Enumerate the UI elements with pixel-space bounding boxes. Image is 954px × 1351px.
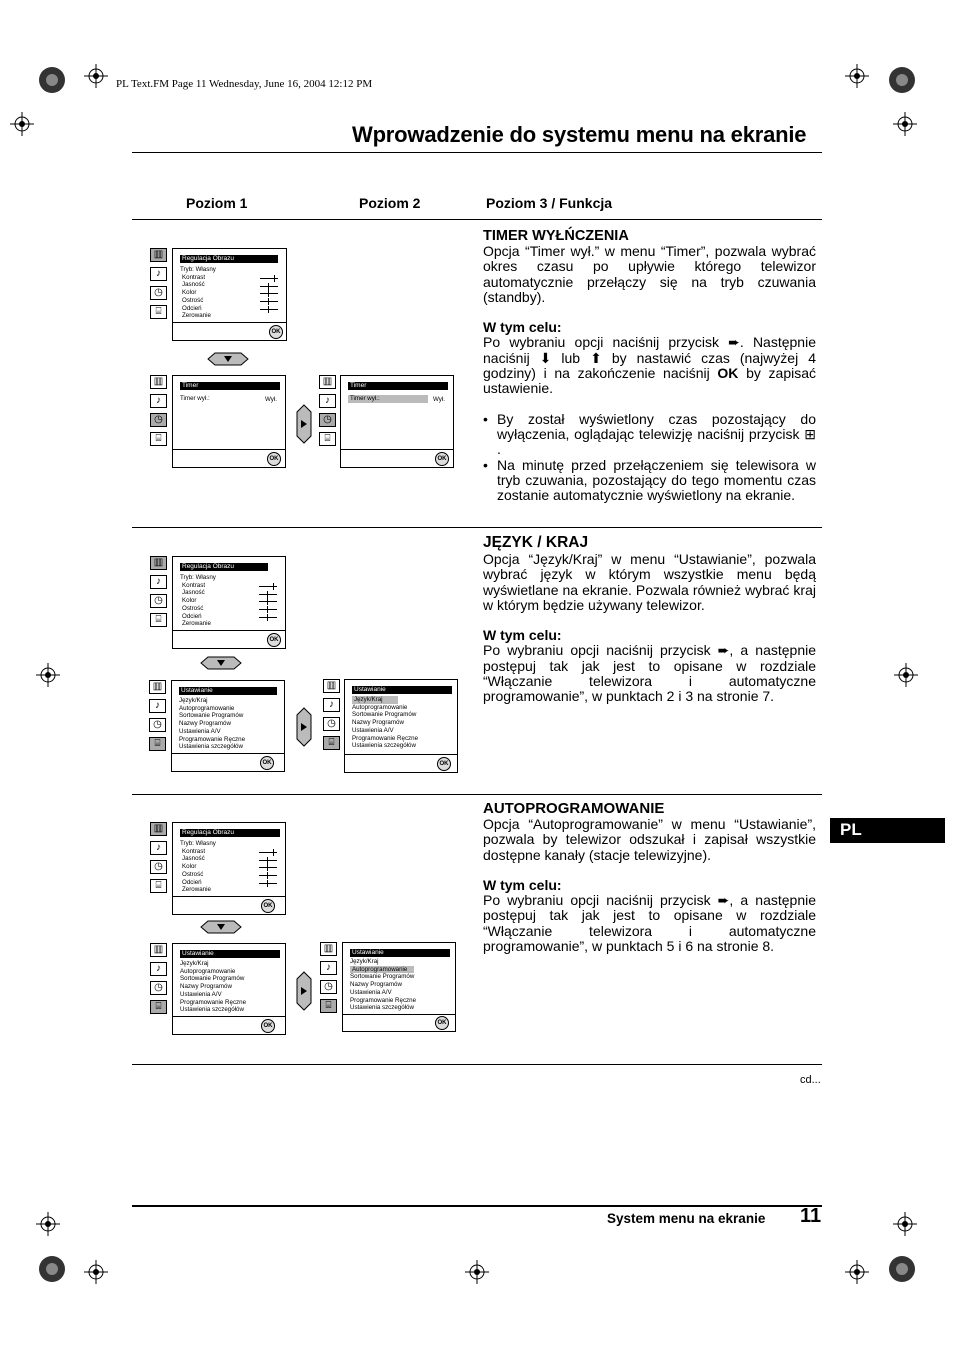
setup-icon: ⌸ [150,305,167,319]
menu-item: Ustawienia A/V [179,727,221,735]
slider [259,586,277,587]
menu-title: Ustawianie [180,950,280,958]
menu-title: Ustawianie [352,686,452,694]
setup-icon: ⌸ [150,613,167,627]
slider [259,594,277,595]
ok-icon: OK [437,757,451,771]
sound-icon: ♪ [323,698,340,712]
section-intro: Opcja “Autoprogramowanie” w menu “Ustawianie”, pozwala by telewizor odszukał i zapisał wszystkie dostępne kanały (stacje telewizyjne). [483,816,816,863]
timer-menu-screen [172,375,286,468]
setup-icon: ⌸ [150,432,167,446]
menu-item: Zerowanie [182,312,211,320]
menu-item: Ustawienia A/V [180,990,222,998]
slider [260,278,278,279]
picture-icon: ▥ [149,680,166,694]
menu-list [180,960,246,1014]
menu-item: Sortowanie Programów [350,973,415,981]
picture-icon: ▥ [150,943,167,957]
ok-icon: OK [267,452,281,466]
setup-menu-screen-selected [342,942,456,1032]
menu-item: Język/Kraj [180,960,209,967]
title-divider [132,152,822,153]
footer-section-label: System menu na ekranie [607,1211,766,1226]
ok-icon: OK [269,325,283,339]
slider [259,867,277,868]
menu-item: Ustawienia szczegółów [352,742,416,750]
slider [259,617,277,618]
menu-item: Autoprogramowanie [179,704,235,712]
slider [259,875,277,876]
menu-title: Regulacja Obrazu [180,829,280,837]
registration-mark-icon [36,1212,60,1236]
right-arrow-icon [296,707,312,747]
column-level-2: Poziom 2 [359,195,421,211]
clock-icon: ◷ [150,286,167,300]
menu-title: Timer [180,382,280,390]
menu-item: Tryb: Własny [180,840,216,847]
clock-icon: ◷ [319,413,336,427]
menu-item: Nazwy Programów [350,981,402,989]
slider [259,860,277,861]
sound-icon: ♪ [320,961,337,975]
menu-list [180,266,216,320]
menu-icons [150,943,168,1019]
menu-list [180,574,216,628]
menu-item: Timer wył.: [180,395,210,402]
howto-label: W tym celu: [483,319,562,336]
column-level-1: Poziom 1 [186,195,248,211]
menu-icons [150,556,168,632]
right-arrow-icon [296,404,312,444]
timer-value: Wył. [433,396,445,403]
slider [259,883,277,884]
menu-item: Autoprogramowanie [180,967,236,975]
registration-mark-icon [893,112,917,136]
right-arrow-icon [296,971,312,1011]
down-arrow-icon [200,920,242,934]
continued-label: cd... [800,1074,821,1086]
menu-icons [149,680,167,756]
setup-menu-screen [172,943,286,1035]
picture-icon: ▥ [319,375,336,389]
menu-item: Kontrast [182,581,206,589]
slider [260,301,278,302]
clock-icon: ◷ [323,717,340,731]
menu-item: Jasność [182,589,205,597]
setup-menu-screen-selected [344,679,458,773]
menu-item: Programowanie Ręczne [350,996,417,1004]
picture-menu-screen [172,248,287,341]
sound-icon: ♪ [149,699,166,713]
timer-menu-screen-selected [340,375,454,468]
section-divider [132,794,822,795]
section-divider [132,527,822,528]
footer-divider [132,1205,822,1207]
section-heading: JĘZYK / KRAJ [483,534,589,551]
picture-icon: ▥ [150,248,167,262]
registration-mark-icon [10,112,34,136]
file-info: PL Text.FM Page 11 Wednesday, June 16, 2004 12:12 PM [116,78,373,90]
registration-mark-icon [36,663,60,687]
picture-icon: ▥ [320,942,337,956]
slider [259,852,277,853]
menu-item: Sortowanie Programów [180,975,245,983]
clock-icon: ◷ [149,718,166,732]
menu-item: Sortowanie Programów [352,711,417,719]
menu-item: Kolor [182,289,197,297]
section-divider [132,1064,822,1065]
sound-icon: ♪ [150,841,167,855]
menu-item: Ustawienia szczegółów [350,1004,414,1012]
menu-item: Programowanie Ręczne [180,998,247,1006]
clock-icon: ◷ [150,413,167,427]
clock-icon: ◷ [320,980,337,994]
columns-divider [132,219,822,220]
menu-icons [150,822,168,898]
language-section [483,534,816,705]
slider [260,293,278,294]
picture-icon: ▥ [150,556,167,570]
registration-mark-icon [845,1260,869,1284]
color-target-icon [888,1255,916,1283]
column-level-3: Poziom 3 / Funkcja [486,195,613,211]
color-target-icon [888,66,916,94]
menu-item: Nazwy Programów [180,983,232,991]
howto-text: Po wybraniu opcji naciśnij przycisk ➨, a następnie postępuj tak jak jest to opisane w rozdziale “Włączanie telewizora i automatyczne programowanie”, w punktach 2 i 3 na stronie 7. [483,642,816,705]
section-intro: Opcja “Język/Kraj” w menu “Ustawianie”, pozwala wybrać język w którym wszystkie menu będą wyświetlane na ekranie. Pozwala również wybrać kraj w którym będzie używany telewizor. [483,551,816,613]
clock-icon: ◷ [150,981,167,995]
timer-section [483,228,816,503]
sound-icon: ♪ [150,962,167,976]
menu-item: Język/Kraj [179,697,208,704]
menu-item: Jasność [182,855,205,863]
registration-mark-icon [845,64,869,88]
menu-item: Nazwy Programów [352,719,404,727]
menu-item: Tryb: Własny [180,574,216,581]
timer-value: Wył. [265,396,277,403]
menu-title: Regulacja Obrazu [180,563,268,571]
autoprog-section [483,800,816,954]
menu-item: Ustawienia A/V [352,726,394,734]
menu-item: Autoprogramowanie [352,703,408,711]
setup-icon: ⌸ [319,432,336,446]
menu-item: Programowanie Ręczne [352,734,419,742]
menu-item: Ustawienia szczegółów [179,743,243,751]
clock-icon: ◷ [150,594,167,608]
color-target-icon [38,66,66,94]
menu-icons [319,375,337,451]
menu-list [350,958,416,1012]
bullet-item: • Na minutę przed przełączeniem się telewisora w tryb czuwania, pozostający do tego momentu czas zostanie automatycznie wyświetlony na ekranie. [483,458,816,504]
menu-item: Odcień [182,304,202,312]
howto-label: W tym celu: [483,627,562,644]
menu-title: Regulacja Obrazu [180,255,278,263]
sound-icon: ♪ [319,394,336,408]
page-number: 11 [800,1205,822,1227]
menu-item: Nazwy Programów [179,720,231,728]
menu-item: Kontrast [182,847,206,855]
menu-item: Kolor [182,863,197,871]
menu-list [180,840,216,894]
menu-list [179,697,245,751]
registration-mark-icon [894,663,918,687]
registration-mark-icon [893,1212,917,1236]
language-tab: PL [830,818,945,843]
sound-icon: ♪ [150,575,167,589]
picture-icon: ▥ [150,375,167,389]
setup-icon: ⌸ [149,737,166,751]
menu-icons [150,248,168,324]
ok-icon: OK [435,452,449,466]
menu-item: Ustawienia szczegółów [180,1006,244,1014]
menu-item-highlighted: Język/Kraj [352,696,418,704]
menu-item: Ustawienia A/V [350,988,392,996]
menu-list [352,696,418,750]
slider [259,601,277,602]
registration-mark-icon [84,1260,108,1284]
menu-item-highlighted: Timer wył.: [348,395,428,403]
howto-label: W tym celu: [483,876,562,893]
ok-icon: OK [435,1016,449,1030]
setup-icon: ⌸ [323,736,340,750]
setup-menu-screen [171,680,285,772]
menu-item: Zerowanie [182,620,211,628]
menu-item: Programowanie Ręczne [179,735,246,743]
slider [260,286,278,287]
menu-item: Zerowanie [182,886,211,894]
menu-item: Sortowanie Programów [179,712,244,720]
ok-icon: OK [260,756,274,770]
picture-menu-screen [172,822,286,915]
slider [259,609,277,610]
setup-icon: ⌸ [150,879,167,893]
menu-item: Odcień [182,878,202,886]
menu-list [348,395,428,403]
section-heading: TIMER WYŁŃCZENIA [483,228,629,244]
howto-text: Po wybraniu opcji naciśnij przycisk ➨. Następnie naciśnij ⬇ lub ⬆ by nastawić czas (najwyżej 4 godziny) i na zakończenie naciśnij OK by zapisać ustawienie. [483,334,817,397]
menu-item: Tryb: Własny [180,266,216,273]
down-arrow-icon [207,352,249,366]
menu-item: Kolor [182,597,197,605]
menu-title: Ustawianie [350,949,450,957]
picture-menu-screen [172,556,286,649]
clock-icon: ◷ [150,860,167,874]
menu-item: Ostrość [182,870,204,878]
howto-text: Po wybraniu opcji naciśnij przycisk ➨, a następnie postępuj tak jak jest to opisane w rozdziale “Włączanie telewizora i automatyczne programowanie”, w punktach 5 i 6 na stronie 8. [483,892,816,955]
bullet-item: • By został wyświetlony czas pozostający do wyłączenia, oglądając telewizję naciśnij przycisk ⊞ . [483,412,816,458]
down-arrow-icon [200,656,242,670]
menu-icons [320,942,338,1018]
menu-item: Kontrast [182,273,206,281]
menu-item: Ostrość [182,296,204,304]
ok-icon: OK [261,1019,275,1033]
sound-icon: ♪ [150,394,167,408]
menu-title: Timer [348,382,448,390]
picture-icon: ▥ [323,679,340,693]
sound-icon: ♪ [150,267,167,281]
setup-icon: ⌸ [150,1000,167,1014]
setup-icon: ⌸ [320,999,337,1013]
registration-mark-icon [465,1260,489,1284]
ok-icon: OK [261,899,275,913]
picture-icon: ▥ [150,822,167,836]
menu-item-highlighted: Autoprogramowanie [350,966,416,974]
slider [260,309,278,310]
menu-item: Jasność [182,281,205,289]
menu-item: Odcień [182,612,202,620]
section-intro: Opcja “Timer wył.” w menu “Timer”, pozwala wybrać okres czasu po upływie którego telewizor automatycznie przełączy się na tryb czuwania (standby). [483,243,816,305]
menu-icons [150,375,168,451]
menu-title: Ustawianie [179,687,277,695]
menu-item: Ostrość [182,604,204,612]
registration-mark-icon [84,64,108,88]
menu-item: Język/Kraj [350,958,379,965]
section-heading: AUTOPROGRAMOWANIE [483,800,665,817]
page-title: Wprowadzenie do systemu menu na ekranie [352,122,807,147]
menu-icons [323,679,341,755]
ok-icon: OK [267,633,281,647]
color-target-icon [38,1255,66,1283]
